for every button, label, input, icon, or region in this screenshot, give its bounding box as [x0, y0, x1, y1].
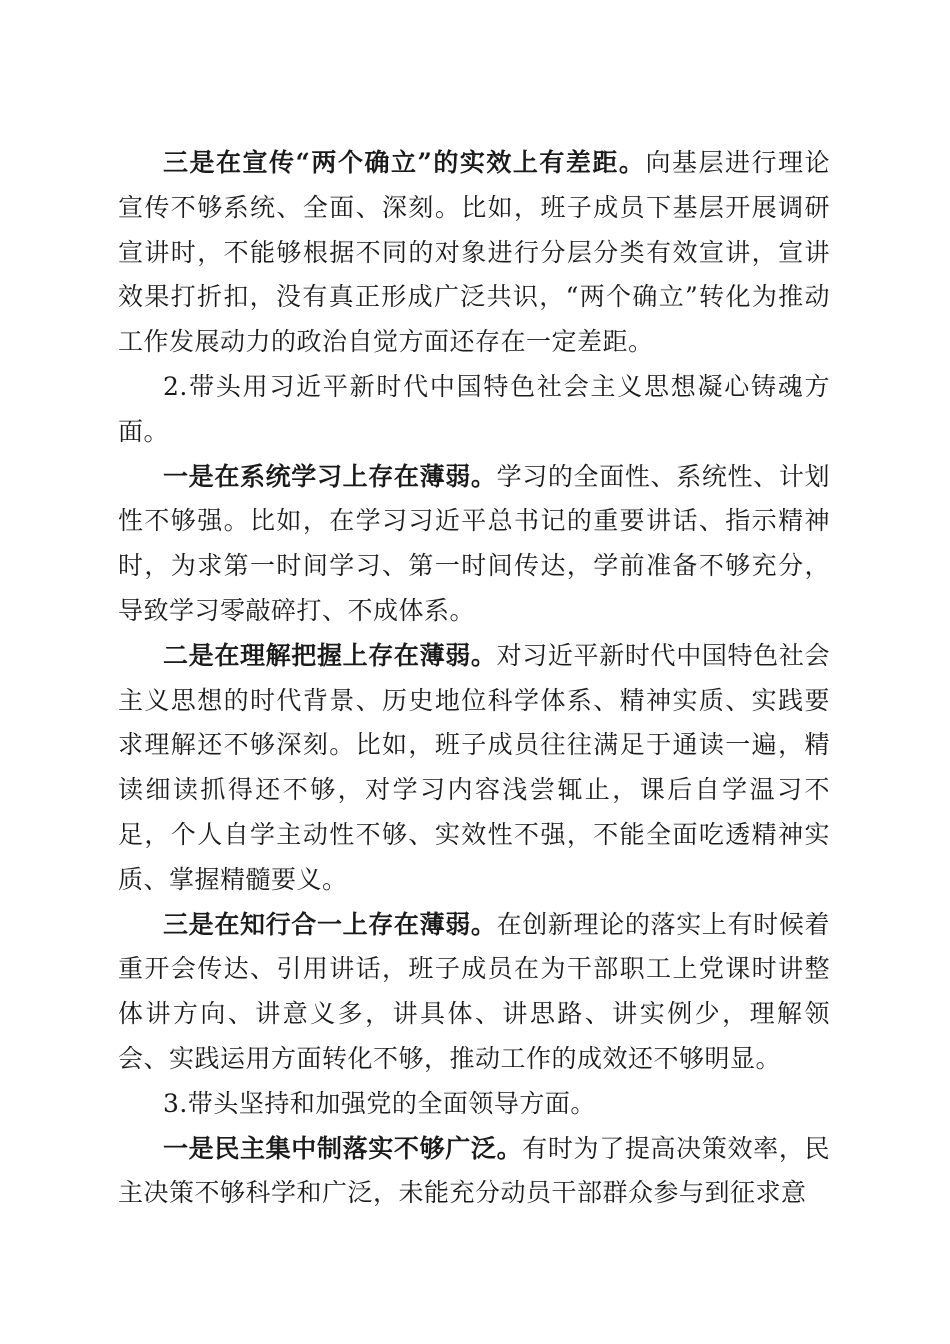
section-heading-2	[118, 365, 830, 455]
paragraph-3-body: 对习近平新时代中国特色社会主义思想的时代背景、历史地位科学体系、精神实质、实践要求理解还不够深刻。比如，班子成员往往满足于通读一遍，精读细读抓得还不够，对学习内容浅尝辄止，课后自学温习不足，个人自学主动性不够、实效性不强，不能全面吃透精神实质、掌握精髓要义。	[118, 640, 830, 894]
paragraph-2-heading: 一是在系统学习上存在薄弱。	[163, 461, 497, 491]
paragraph-5-body: 有时为了提高决策效率，民主决策不够科学和广泛，未能充分动员干部群众参与到征求意	[118, 1133, 830, 1208]
paragraph-4	[118, 903, 830, 1082]
paragraph-3	[118, 634, 830, 903]
paragraph-2-body: 学习的全面性、系统性、计划性不够强。比如，在学习习近平总书记的重要讲话、指示精神时，为求第一时间学习、第一时间传达，学前准备不够充分，导致学习零敲碎打、不成体系。	[118, 461, 830, 625]
paragraph-1	[118, 141, 830, 365]
paragraph-2	[118, 455, 830, 634]
paragraph-5	[118, 1127, 830, 1217]
paragraph-3-heading: 二是在理解把握上存在薄弱。	[163, 640, 497, 670]
section-heading-3-text: 3.带头坚持和加强党的全面领导方面。	[163, 1088, 596, 1118]
paragraph-1-heading: 三是在宣传“两个确立”的实效上有差距。	[163, 148, 646, 177]
paragraph-4-heading: 三是在知行合一上存在薄弱。	[163, 909, 497, 939]
section-heading-3	[118, 1082, 830, 1127]
paragraph-1-body: 向基层进行理论宣传不够系统、全面、深刻。比如，班子成员下基层开展调研宣讲时，不能够根据不同的对象进行分层分类有效宣讲，宣讲效果打折扣，没有真正形成广泛共识，“两个确立”转化为推动工作发展动力的政治自觉方面还存在一定差距。	[118, 148, 830, 357]
section-heading-2-text: 2.带头用习近平新时代中国特色社会主义思想凝心铸魂方面。	[118, 371, 830, 446]
paragraph-4-body: 在创新理论的落实上有时候着重开会传达、引用讲话，班子成员在为干部职工上党课时讲整体讲方向、讲意义多，讲具体、讲思路、讲实例少，理解领会、实践运用方面转化不够，推动工作的成效还不够明显。	[118, 909, 830, 1073]
paragraph-5-heading: 一是民主集中制落实不够广泛。	[163, 1133, 523, 1163]
document-page	[118, 141, 830, 1216]
